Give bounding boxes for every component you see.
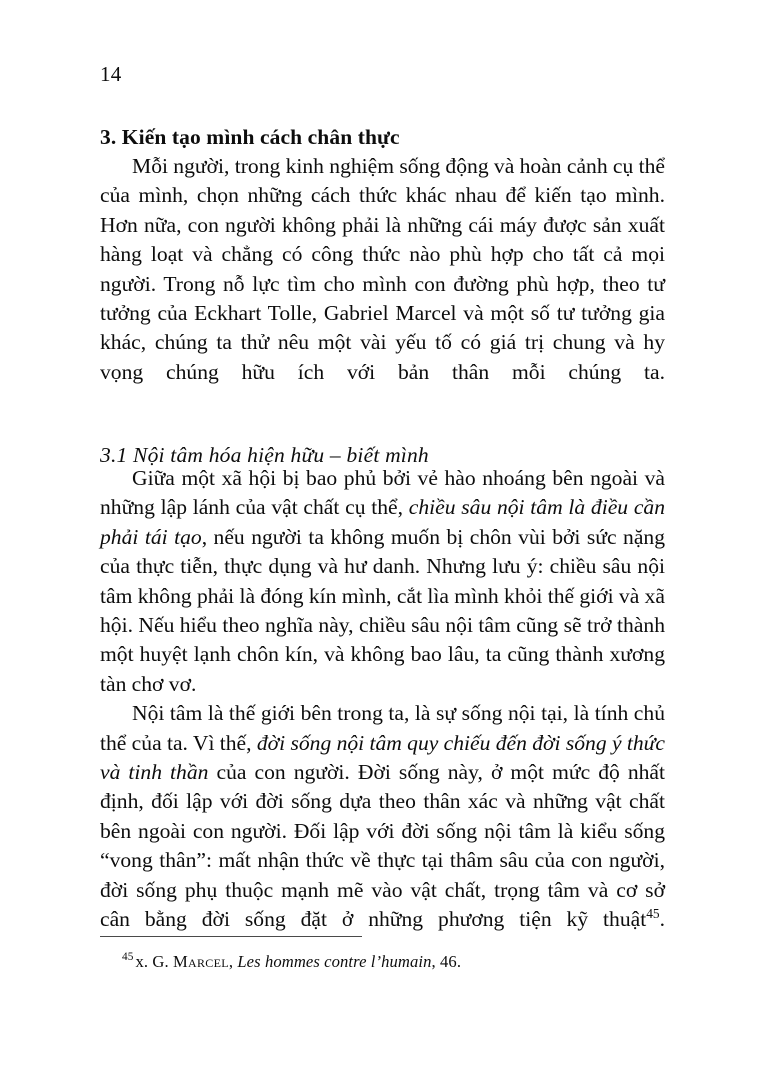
paragraph-3-emphasis: đời sống nội tâm quy chiếu đến đời sống ý thức và tinh thần: [100, 730, 666, 785]
paragraph-3-lead: Nội tâm là thế giới bên trong ta, là sự sống nội tại, là tính chủ thể của ta. Vì thế,: [100, 701, 665, 755]
paragraph-3-tail: của con người. Đời sống này, ở một mức độ nhất định, đối lập với đời sống dựa theo thân xác và những vật chất bên ngoài con người. Đối lập với đời sống nội tâm là kiểu sống “vong thân”: mất nhận thức về thực tại thâm sâu của con người, đời sống phụ thuộc mạnh mẽ vào vật chất, trọng tâm và cơ sở cân bằng đời sống đặt ở những phương tiện kỹ thuật: [100, 760, 665, 932]
subsection-heading: 3.1 Nội tâm hóa hiện hữu – biết mình: [100, 442, 429, 467]
footnote-title: Les hommes contre l’humain: [237, 952, 432, 971]
section-heading: 3. Kiến tạo mình cách chân thực: [100, 125, 400, 150]
footnote-suffix: , 46.: [431, 952, 462, 971]
paragraph-3-end: .: [659, 907, 665, 932]
paragraph-2-lead: Giữa một xã hội bị bao phủ bởi vẻ hào nhoáng bên ngoài và những lập lánh của vật chất cụ thể,: [100, 466, 665, 520]
footnote-area: [100, 936, 663, 973]
paragraph-2: [100, 464, 665, 699]
footnote-number: 45: [122, 951, 134, 964]
page-number: 14: [100, 62, 122, 86]
paragraph-1: [100, 152, 665, 417]
inner-life-text-block: [100, 464, 665, 964]
footnote-entry: [100, 937, 663, 973]
paragraph-1-text: Mỗi người, trong kinh nghiệm sống động và hoàn cảnh cụ thể của mình, chọn những cách thức khác nhau để kiến tạo mình. Hơn nữa, con người không phải là những cái máy được sản xuất hàng loạt và chẳng có công thức nào phù hợp cho tất cả mọi người. Trong nỗ lực tìm cho mình con đường phù hợp, theo tư tưởng của Eckhart Tolle, Gabriel Marcel và một số tư tưởng gia khác, chúng ta thử nêu một vài yếu tố có giá trị chung và hy vọng chúng hữu ích với bản thân mỗi chúng ta.: [100, 154, 665, 384]
paragraph-3: [100, 699, 665, 964]
footnote-reference-marker[interactable]: 45: [646, 905, 660, 921]
paragraph-2-emphasis: chiều sâu nội tâm là điều cần phải tái tạo: [100, 495, 666, 549]
paragraph-2-tail: , nếu người ta không muốn bị chôn vùi bởi sức nặng của thực tiễn, thực dụng và hư danh. Nhưng lưu ý: chiều sâu nội tâm không phải là đóng kín mình, cắt lìa mình khỏi thế giới và xã hội. Nếu hiểu theo nghĩa này, chiều sâu nội tâm cũng sẽ trở thành một huyệt lạnh chôn kín, và không bao lâu, ta cũng thành xương tàn chơ vơ.: [100, 524, 665, 696]
footnote-separator: ,: [228, 952, 238, 971]
intro-text-block: [100, 152, 665, 417]
footnote-author: Marcel: [172, 952, 229, 971]
footnote-prefix: x. G.: [135, 952, 173, 971]
